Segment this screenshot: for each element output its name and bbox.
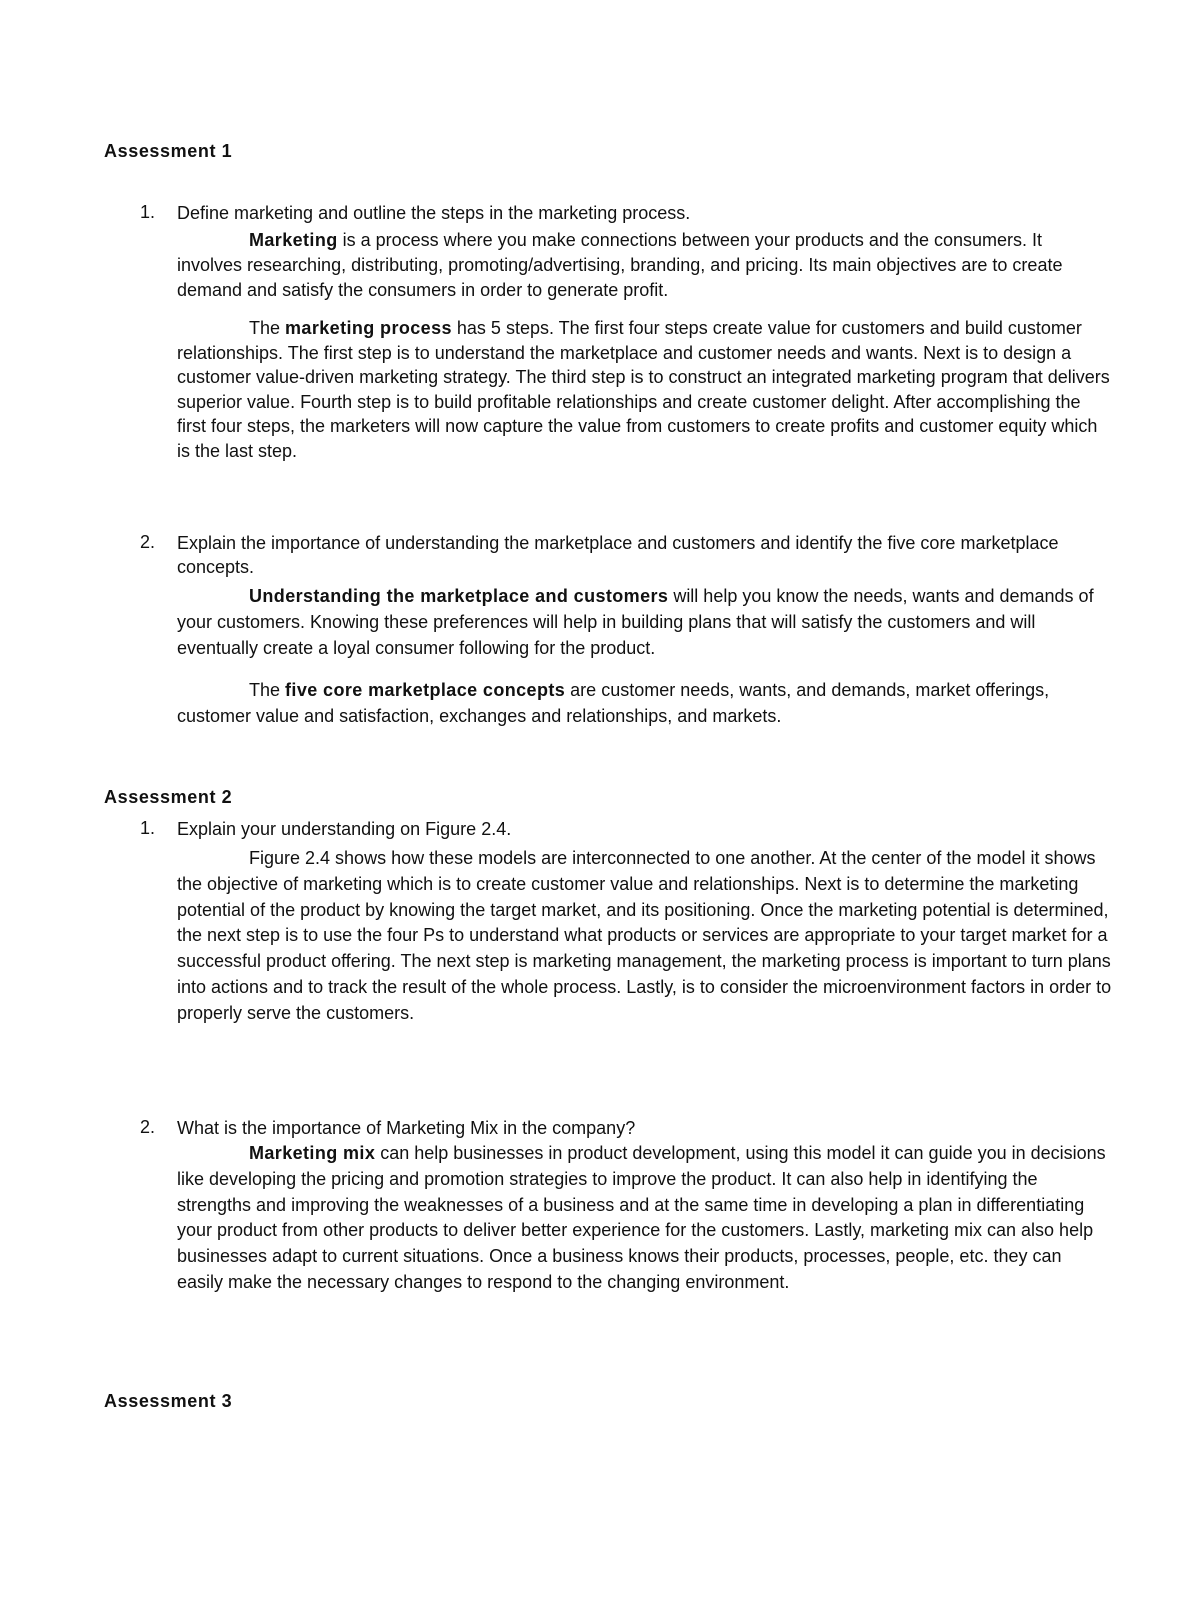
answer-paragraph: The marketing process has 5 steps. The first four steps create value for customers and build customer relationships. The first step is to understand the marketplace and customer needs and wants. Next is to design a customer value-driven marketing strategy. The third step is to construct an integrated marketing program that delivers superior value. Fourth step is to build profitable relationships and create customer delight. After accomplishing the first four steps, the marketers will now capture the value from customers to create profits and customer equity which is the last step. <box>177 318 1110 461</box>
answer-paragraph: Marketing mix can help businesses in product development, using this model it can guide you in decisions like developing the pricing and promotion strategies to improve the product. It can also help in identifying the strengths and improving the weaknesses of a business and at the same time in developing a plan in differentiating your product from other products to deliver better experience for the customers. Lastly, marketing mix can also help businesses adapt to current situations. Once a business knows their products, processes, people, etc. they can easily make the necessary changes to respond to the changing environment. <box>177 1143 1106 1292</box>
answer-paragraph: The five core marketplace concepts are customer needs, wants, and demands, market offerings, customer value and satisfaction, exchanges and relationships, and markets. <box>177 680 1050 726</box>
answer-paragraph: Figure 2.4 shows how these models are interconnected to one another. At the center of the model it shows the objective of marketing which is to create customer value and relationships. Next is to determine the marketing potential of the product by knowing the target market, and its positioning. Once the marketing potential is determined, the next step is to use the four Ps to understand what products or services are appropriate to your target market for a successful product offering. The next step is marketing management, the marketing process is important to turn plans into actions and to track the result of the whole process. Lastly, is to consider the microenvironment factors in order to properly serve the customers. <box>177 848 1112 1023</box>
answer-term: Marketing <box>249 230 338 250</box>
question-number: 1. <box>140 202 156 222</box>
assessment-3-heading: Assessment 3 <box>104 1391 233 1411</box>
question-number: 2. <box>140 1117 156 1137</box>
question-number: 2. <box>140 532 156 552</box>
question-text: Explain the importance of understanding the marketplace and customers and identify the five core marketplace concepts. <box>177 533 1059 577</box>
answer-paragraph: Understanding the marketplace and customers will help you know the needs, wants and demands of your customers. Knowing these preferences will help in building plans that will satisfy the customers and will eventually create a loyal consumer following for the product. <box>177 586 1094 658</box>
question-text: Define marketing and outline the steps in the marketing process. <box>177 203 691 223</box>
question-text: Explain your understanding on Figure 2.4. <box>177 819 512 839</box>
answer-term: Marketing mix <box>249 1143 376 1163</box>
answer-paragraph: Marketing is a process where you make connections between your products and the consumers. It involves researching, distributing, promoting/advertising, branding, and pricing. Its main objectives are to create demand and satisfy the consumers in order to generate profit. <box>177 230 1063 301</box>
assessment-1-heading: Assessment 1 <box>104 141 233 161</box>
question-text: What is the importance of Marketing Mix in the company? <box>177 1118 636 1138</box>
question-number: 1. <box>140 818 156 838</box>
answer-term: marketing process <box>285 318 452 338</box>
assessment-2-heading: Assessment 2 <box>104 787 233 807</box>
answer-term: five core marketplace concepts <box>285 680 566 700</box>
answer-term: Understanding the marketplace and customers <box>249 586 669 606</box>
